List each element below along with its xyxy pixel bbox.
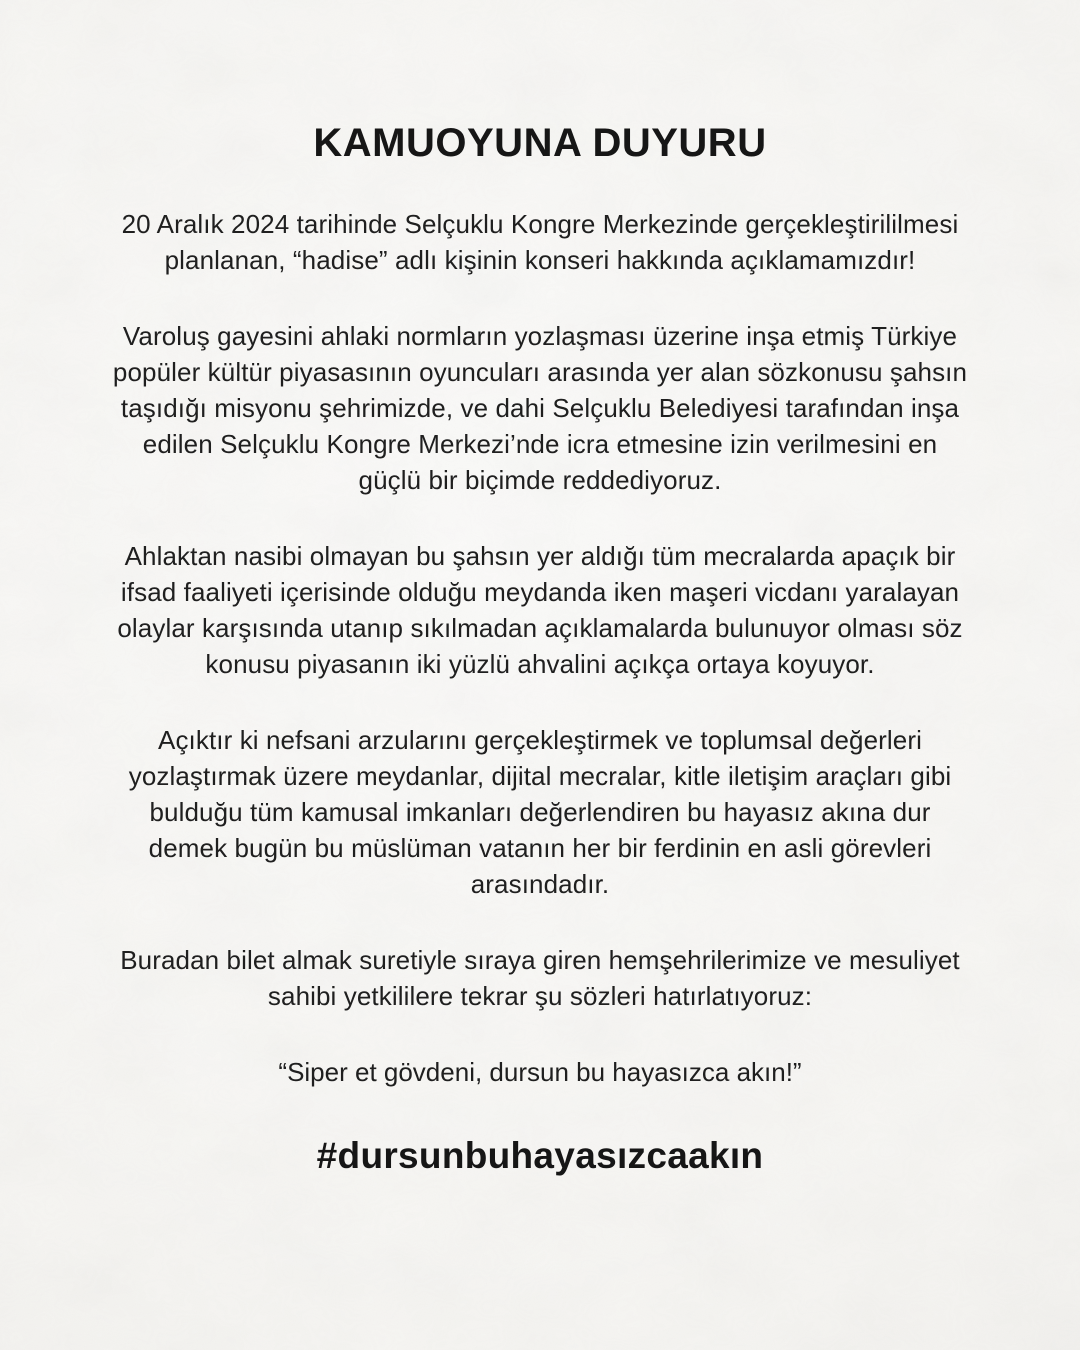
paragraph-reminder-to-citizens: Buradan bilet almak suretiyle sıraya giren hemşehrilerimize ve mesuliyet sahibi yetkililere tekrar şu sözleri hatırlatıyoruz: (120, 945, 960, 1011)
hashtag: #dursunbuhayasızcaakın (316, 1135, 764, 1176)
paragraph-duty-statement: Açıktır ki nefsani arzularını gerçekleştirmek ve toplumsal değerleri yozlaştırmak üzere meydanlar, dijital mecralar, kitle iletişim araçları gibi bulduğu tüm kamusal imkanları değerlendiren bu hayasız akına dur demek bugün bu müslüman vatanın her bir ferdinin en asli görevleri arasındadır. (128, 725, 952, 899)
paragraph-concert-intro: 20 Aralık 2024 tarihinde Selçuklu Kongre Merkezinde gerçekleştirililmesi planlanan, “hadise” adlı kişinin konseri hakkında açıklamamızdır! (121, 209, 959, 275)
paragraph-rejection-statement: Varoluş gayesini ahlaki normların yozlaşması üzerine inşa etmiş Türkiye popüler kültür piyasasının oyuncuları arasında yer alan sözkonusu şahsın taşıdığı misyonu şehrimizde, ve dahi Selçuklu Belediyesi tarafından inşa edilen Selçuklu Kongre Merkezi’nde icra etmesine izin verilmesini en güçlü bir biçimde reddediyoruz. (112, 321, 968, 495)
announcement-title: KAMUOYUNA DUYURU (313, 121, 767, 165)
paragraph-morality-criticism: Ahlaktan nasibi olmayan bu şahsın yer aldığı tüm mecralarda apaçık bir ifsad faaliyeti içerisinde olduğu meydanda iken maşeri vicdanı yaralayan olaylar karşısında utanıp sıkılmadan açıklamalarda bulunuyor olması söz konusu piyasanın iki yüzlü ahvalini açıkça ortaya koyuyor. (117, 541, 963, 679)
quote-line: “Siper et gövdeni, dursun bu hayasızca akın!” (278, 1057, 802, 1087)
